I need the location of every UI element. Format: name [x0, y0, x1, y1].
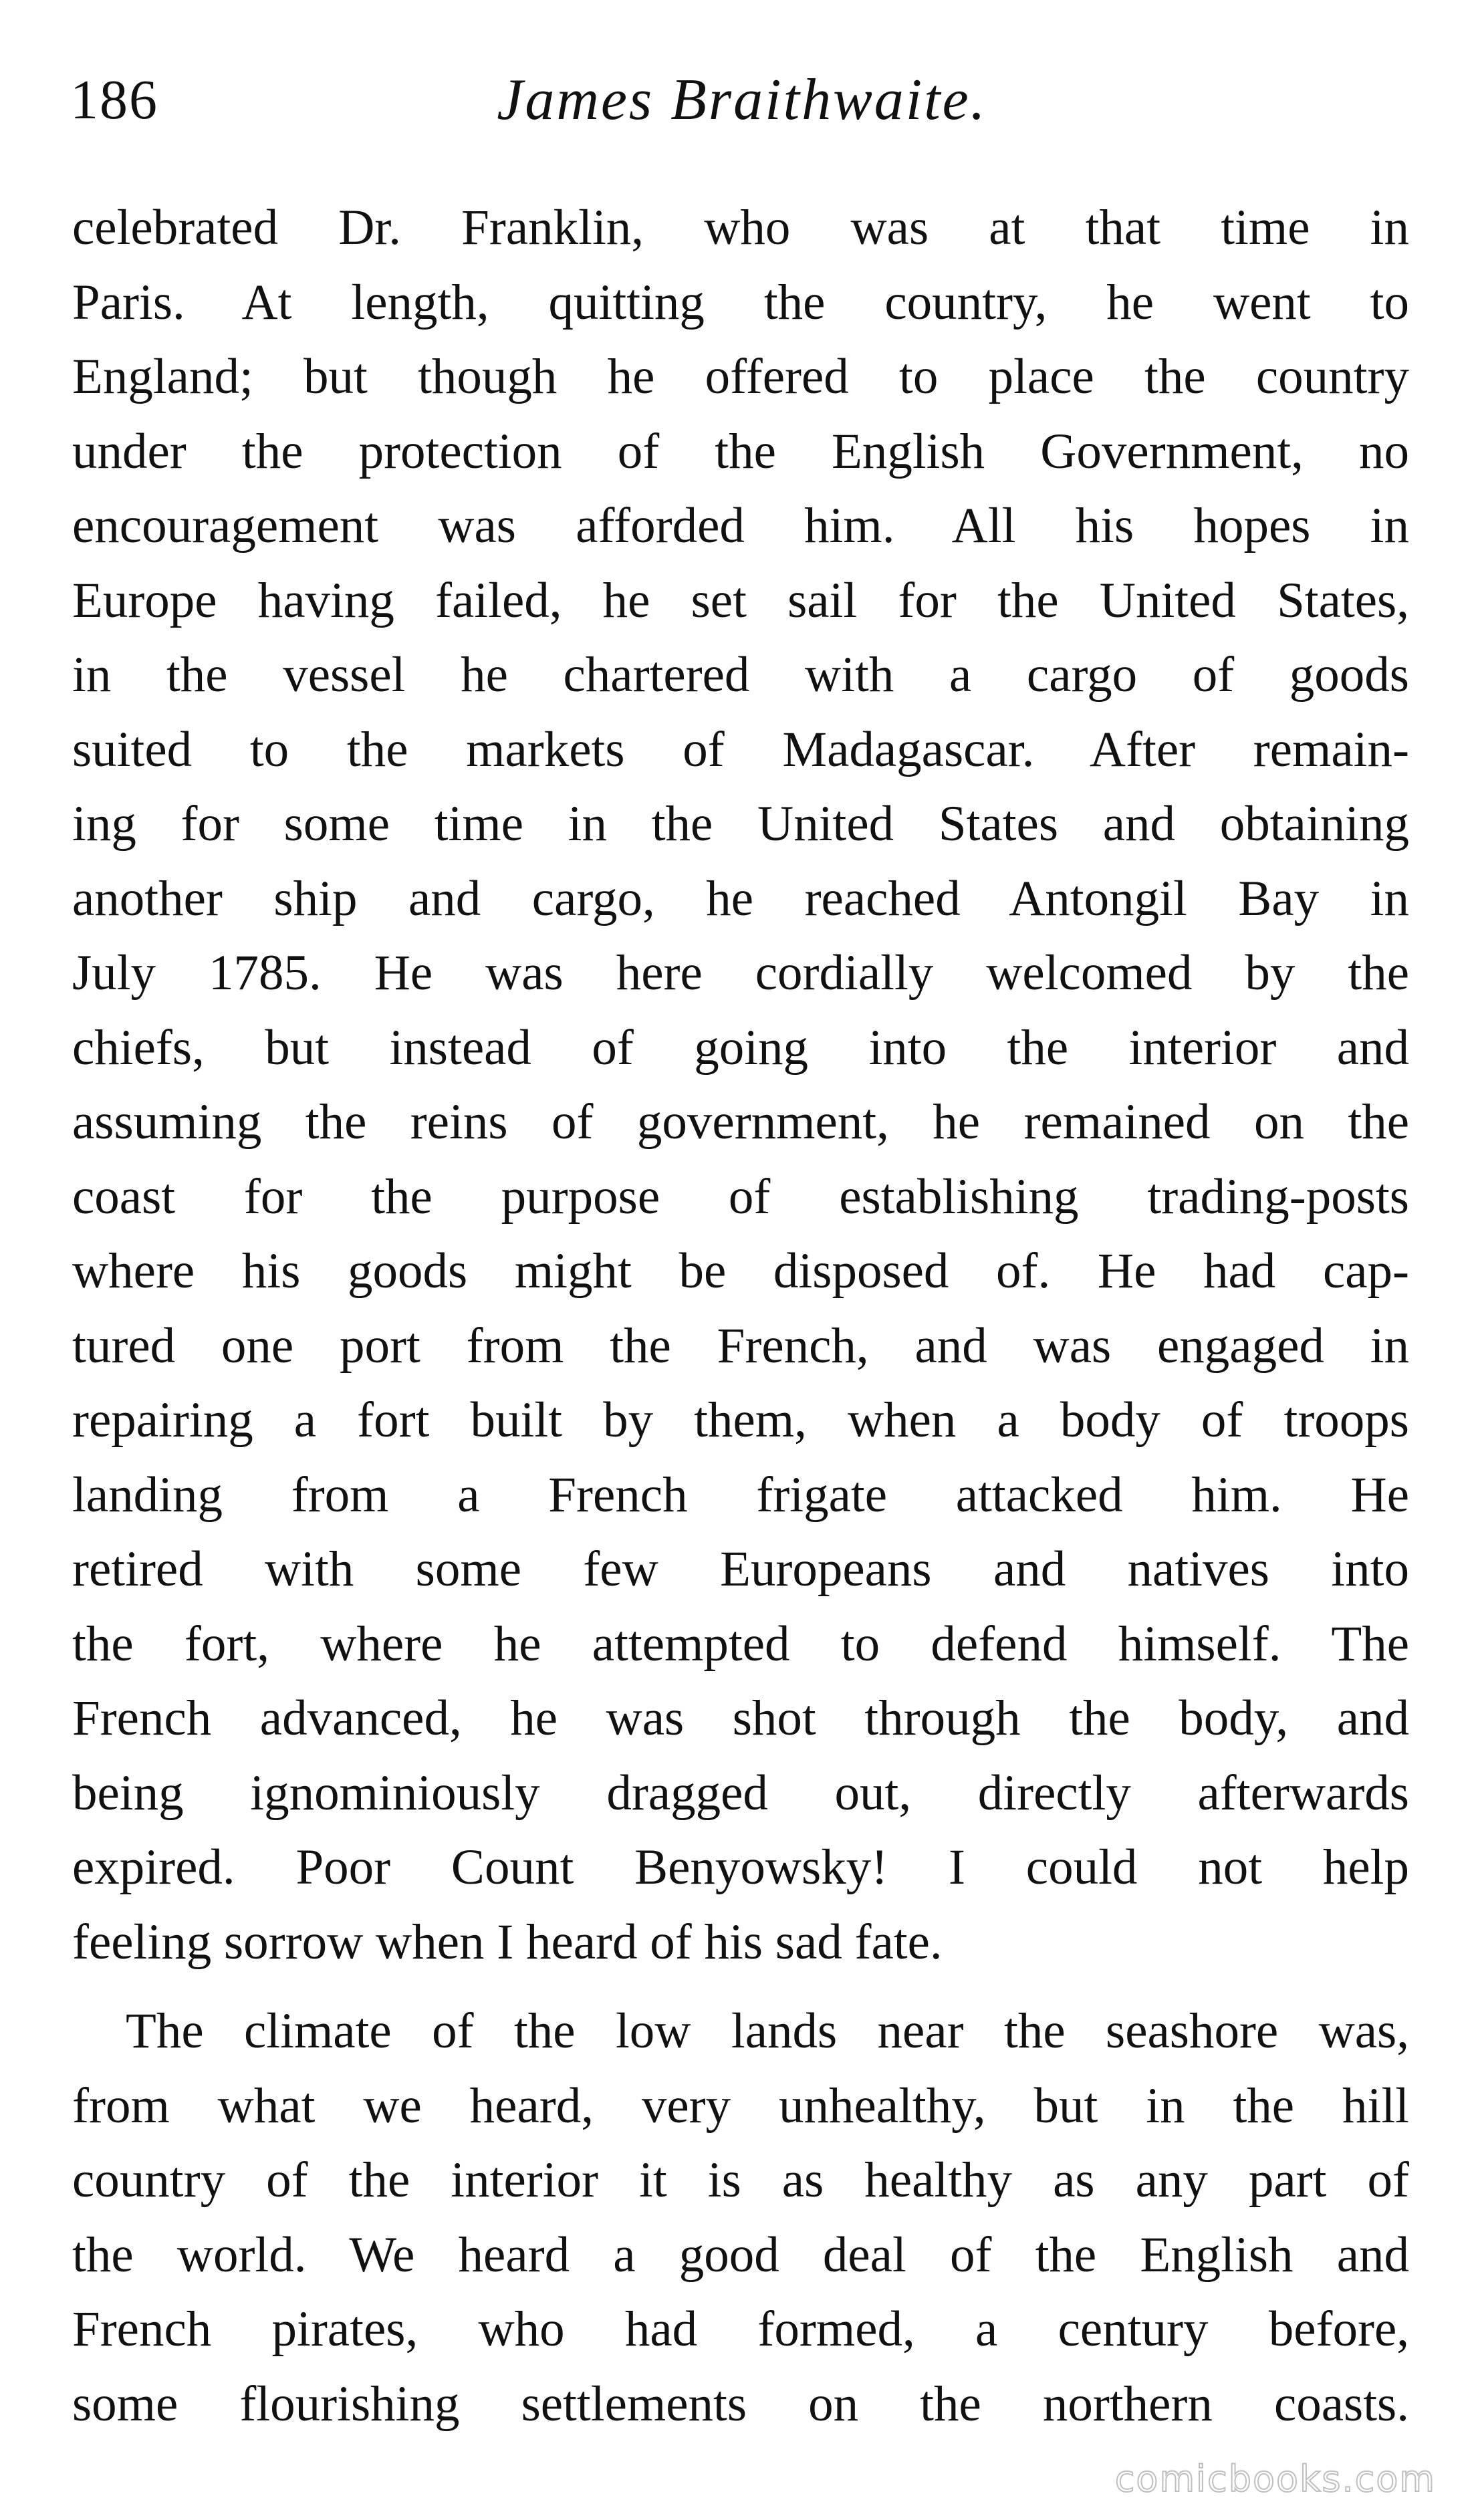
text-line: landing from a French frigate attacked him. He	[72, 1467, 1409, 1523]
text-line: coast for the purpose of establishing trading-posts	[72, 1168, 1409, 1225]
text-line: celebrated Dr. Franklin, who was at that time in	[72, 200, 1409, 255]
paragraph-2	[72, 1994, 1409, 2441]
text-line: another ship and cargo, he reached Antongil Bay in	[72, 870, 1409, 926]
text-line: the fort, where he attempted to defend himself. The	[72, 1616, 1409, 1672]
text-line: England; but though he offered to place the country	[72, 349, 1409, 404]
body-text	[72, 191, 1409, 2441]
text-line: French advanced, he was shot through the body, and	[72, 1690, 1409, 1746]
running-title: James Braithwaite.	[497, 68, 987, 132]
text-line: Europe having failed, he set sail for the United States,	[72, 572, 1409, 628]
text-line: French pirates, who had formed, a century before,	[72, 2301, 1409, 2357]
text-line: some flourishing settlements on the northern coasts.	[72, 2376, 1409, 2432]
text-line: chiefs, but instead of going into the interior and	[72, 1019, 1409, 1076]
text-line: where his goods might be disposed of. He had cap-	[72, 1243, 1409, 1299]
text-line: from what we heard, very unhealthy, but in the hill	[72, 2077, 1409, 2134]
text-line: ing for some time in the United States and obtaining	[72, 796, 1409, 852]
text-line: suited to the markets of Madagascar. After remain-	[72, 721, 1409, 777]
text-line: retired with some few Europeans and natives into	[72, 1541, 1409, 1597]
text-line: feeling sorrow when I heard of his sad fate.	[72, 1914, 943, 1970]
text-line: the world. We heard a good deal of the English and	[72, 2227, 1409, 2283]
paragraph-gap	[72, 1979, 1409, 1994]
text-line: in the vessel he chartered with a cargo of goods	[72, 647, 1409, 703]
text-line: assuming the reins of government, he remained on the	[72, 1094, 1409, 1150]
text-line: expired. Poor Count Benyowsky! I could not help	[72, 1840, 1409, 1895]
text-line: tured one port from the French, and was engaged in	[72, 1317, 1409, 1374]
text-line: country of the interior it is as healthy as any part of	[72, 2152, 1409, 2208]
text-line: encouragement was afforded him. All his hopes in	[72, 498, 1409, 553]
text-line: July 1785. He was here cordially welcomed by the	[72, 945, 1409, 1001]
text-line: repairing a fort built by them, when a body of troops	[72, 1392, 1409, 1448]
text-line: under the protection of the English Government, no	[72, 423, 1409, 479]
page-header	[70, 64, 1414, 150]
text-line: Paris. At length, quitting the country, he went to	[72, 274, 1409, 330]
watermark: comicbooks.com	[1114, 2458, 1436, 2500]
text-line: being ignominiously dragged out, directly afterwards	[72, 1765, 1409, 1821]
page-number: 186	[70, 69, 158, 131]
text-line: The climate of the low lands near the seashore was,	[126, 2003, 1409, 2059]
paragraph-1	[72, 191, 1409, 1979]
